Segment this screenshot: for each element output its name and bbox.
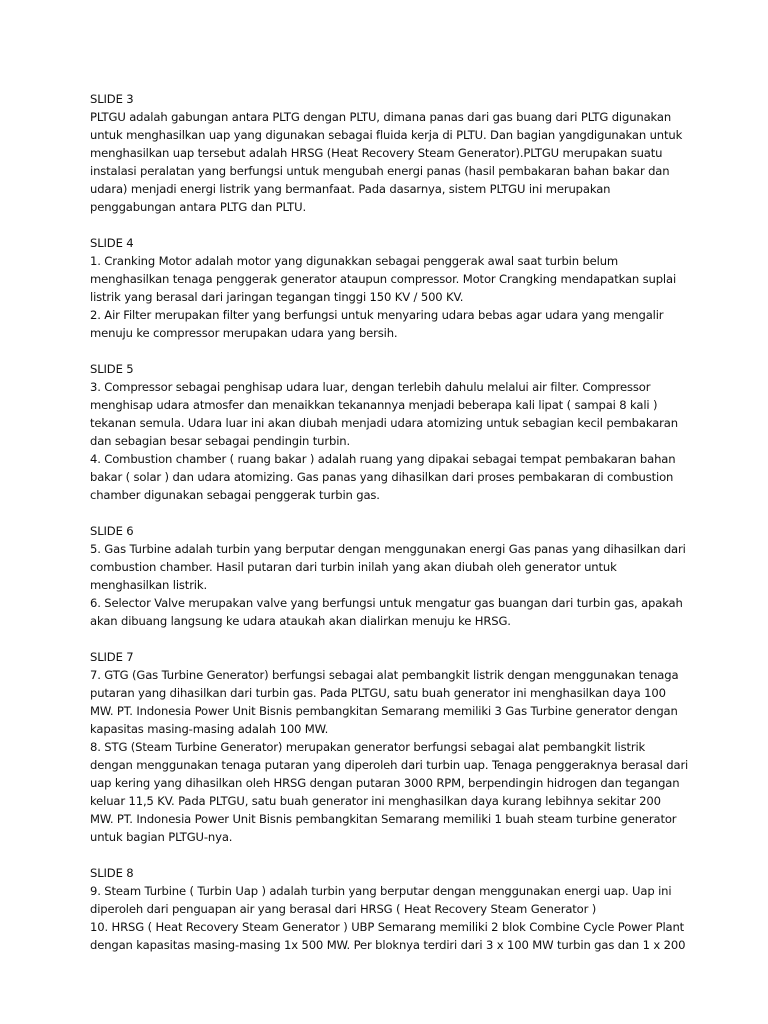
paragraph-line: menghasilkan listrik. bbox=[90, 578, 207, 592]
paragraph-line: menghasilkan uap tersebut adalah HRSG (Heat Recovery Steam Generator).PLTGU merupakan suatu bbox=[90, 146, 663, 160]
paragraph-line: menghasilkan tenaga penggerak generator ataupun compressor. Motor Crangking mendapatkan suplai bbox=[90, 272, 677, 286]
slide-heading: SLIDE 5 bbox=[90, 362, 134, 376]
paragraph-line: menuju ke compressor merupakan udara yang bersih. bbox=[90, 326, 398, 340]
section-slide-4 bbox=[90, 234, 690, 342]
paragraph-line: 3. Compressor sebagai penghisap udara luar, dengan terlebih dahulu melalui air filter. Compressor bbox=[90, 380, 651, 394]
paragraph-line: dengan kapasitas masing-masing 1x 500 MW. Per bloknya terdiri dari 3 x 100 MW turbin gas dan 1 x 200 bbox=[90, 938, 686, 952]
paragraph-line: keluar 11,5 KV. Pada PLTGU, satu buah generator ini menghasilkan daya kurang lebihnya sekitar 200 bbox=[90, 794, 661, 808]
paragraph-line: menghisap udara atmosfer dan menaikkan tekanannya menjadi beberapa kali lipat ( sampai 8 kali ) bbox=[90, 398, 658, 412]
paragraph-line: listrik yang berasal dari jaringan tegangan tinggi 150 KV / 500 KV. bbox=[90, 290, 464, 304]
paragraph-line: penggabungan antara PLTG dan PLTU. bbox=[90, 200, 306, 214]
slide-heading: SLIDE 8 bbox=[90, 866, 134, 880]
paragraph-line: dengan menggunakan tenaga putaran yang diperoleh dari turbin uap. Tenaga penggeraknya berasal dari bbox=[90, 758, 689, 772]
slide-heading: SLIDE 3 bbox=[90, 92, 134, 106]
slide-heading: SLIDE 4 bbox=[90, 236, 134, 250]
paragraph-line: bakar ( solar ) dan udara atomizing. Gas panas yang dihasilkan dari proses pembakaran di combustion bbox=[90, 470, 674, 484]
paragraph-line: 5. Gas Turbine adalah turbin yang berputar dengan menggunakan energi Gas panas yang dihasilkan dari bbox=[90, 542, 686, 556]
paragraph-line: 6. Selector Valve merupakan valve yang berfungsi untuk mengatur gas buangan dari turbin gas, apakah bbox=[90, 596, 683, 610]
paragraph-line: udara) menjadi energi listrik yang bermanfaat. Pada dasarnya, sistem PLTGU ini merupakan bbox=[90, 182, 611, 196]
paragraph-line: 2. Air Filter merupakan filter yang berfungsi untuk menyaring udara bebas agar udara yang mengalir bbox=[90, 308, 664, 322]
paragraph-line: 10. HRSG ( Heat Recovery Steam Generator ) UBP Semarang memiliki 2 blok Combine Cycle Power Plant bbox=[90, 920, 685, 934]
paragraph-line: 4. Combustion chamber ( ruang bakar ) adalah ruang yang dipakai sebagai tempat pembakaran bahan bbox=[90, 452, 676, 466]
section-slide-7 bbox=[90, 648, 690, 846]
section-slide-5 bbox=[90, 360, 690, 504]
slide-heading: SLIDE 7 bbox=[90, 650, 134, 664]
paragraph-line: untuk menghasilkan uap yang digunakan sebagai fluida kerja di PLTU. Dan bagian yangdigunakan untuk bbox=[90, 128, 683, 142]
slide-heading: SLIDE 6 bbox=[90, 524, 134, 538]
paragraph-line: uap kering yang dihasilkan oleh HRSG dengan putaran 3000 RPM, berpendingin hidrogen dan tegangan bbox=[90, 776, 680, 790]
paragraph-line: akan dibuang langsung ke udara ataukah akan dialirkan menuju ke HRSG. bbox=[90, 614, 511, 628]
paragraph-line: 8. STG (Steam Turbine Generator) merupakan generator berfungsi sebagai alat pembangkit listrik bbox=[90, 740, 646, 754]
paragraph-line: chamber digunakan sebagai penggerak turbin gas. bbox=[90, 488, 380, 502]
paragraph-line: untuk bagian PLTGU-nya. bbox=[90, 830, 233, 844]
paragraph-line: dan sebagian besar sebagai pendingin turbin. bbox=[90, 434, 351, 448]
paragraph-line: tekanan semula. Udara luar ini akan diubah menjadi udara atomizing untuk sebagian kecil pembakaran bbox=[90, 416, 678, 430]
paragraph-line: 1. Cranking Motor adalah motor yang digunakkan sebagai penggerak awal saat turbin belum bbox=[90, 254, 619, 268]
paragraph-line: MW. PT. Indonesia Power Unit Bisnis pembangkitan Semarang memiliki 1 buah steam turbine generator bbox=[90, 812, 677, 826]
paragraph-line: combustion chamber. Hasil putaran dari turbin inilah yang akan diubah oleh generator untuk bbox=[90, 560, 617, 574]
section-slide-6 bbox=[90, 522, 690, 630]
document-page bbox=[90, 90, 690, 972]
section-slide-8 bbox=[90, 864, 690, 954]
section-slide-3 bbox=[90, 90, 690, 216]
paragraph-line: 9. Steam Turbine ( Turbin Uap ) adalah turbin yang berputar dengan menggunakan energi uap. Uap ini bbox=[90, 884, 672, 898]
paragraph-line: MW. PT. Indonesia Power Unit Bisnis pembangkitan Semarang memiliki 3 Gas Turbine generator dengan bbox=[90, 704, 678, 718]
paragraph-line: diperoleh dari penguapan air yang berasal dari HRSG ( Heat Recovery Steam Generator ) bbox=[90, 902, 597, 916]
paragraph-line: PLTGU adalah gabungan antara PLTG dengan PLTU, dimana panas dari gas buang dari PLTG digunakan bbox=[90, 110, 672, 124]
paragraph-line: 7. GTG (Gas Turbine Generator) berfungsi sebagai alat pembangkit listrik dengan menggunakan tenaga bbox=[90, 668, 679, 682]
paragraph-line: instalasi peralatan yang berfungsi untuk mengubah energi panas (hasil pembakaran bahan bakar dan bbox=[90, 164, 670, 178]
paragraph-line: kapasitas masing-masing adalah 100 MW. bbox=[90, 722, 329, 736]
paragraph-line: putaran yang dihasilkan dari turbin gas. Pada PLTGU, satu buah generator ini menghasilkan daya 100 bbox=[90, 686, 666, 700]
